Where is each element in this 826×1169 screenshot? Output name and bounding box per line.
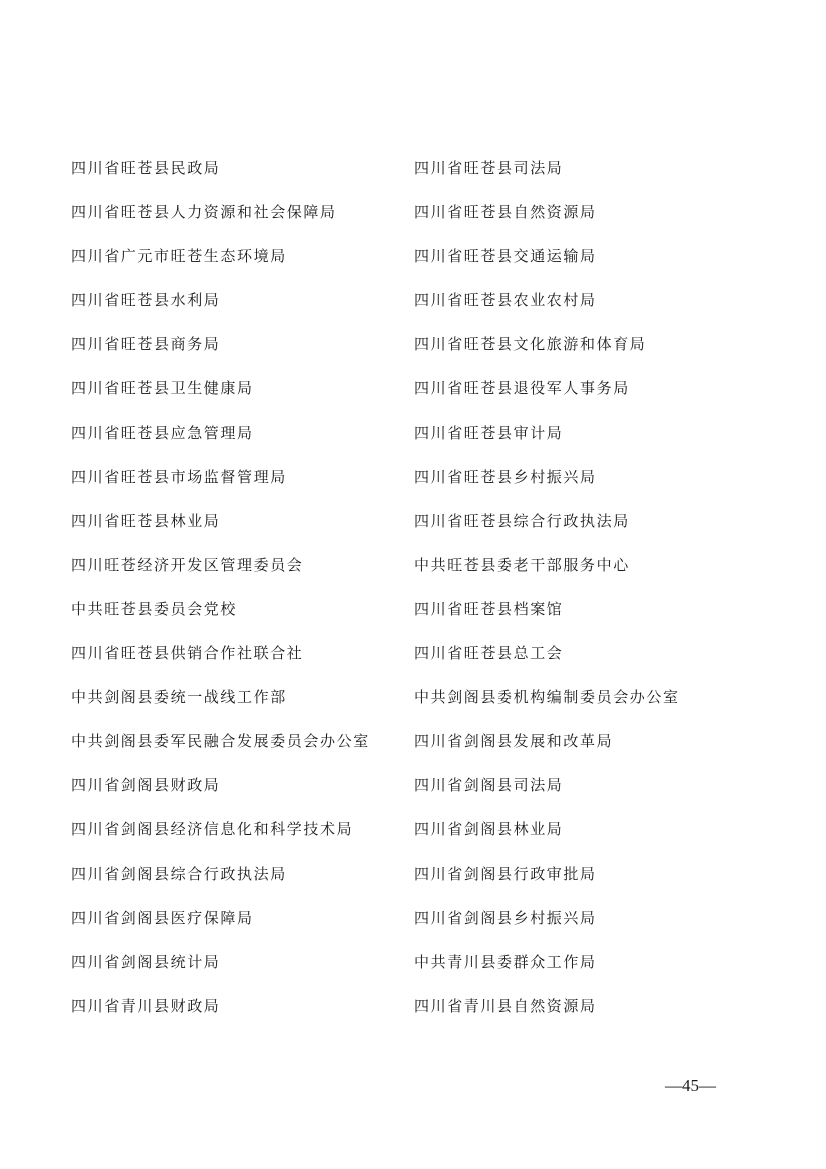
org-name-left: 四川省旺苍县林业局 [71,511,221,530]
list-item [71,199,771,243]
org-name-right: 四川省旺苍县农业农村局 [414,291,597,310]
org-name-left: 四川省旺苍县水利局 [71,291,221,310]
list-item [71,375,771,419]
org-name-right: 四川省旺苍县文化旅游和体育局 [414,335,647,354]
org-name-right: 四川省旺苍县总工会 [414,644,564,663]
organization-list [71,155,771,1037]
org-name-right: 中共青川县委群众工作局 [414,952,597,971]
list-item [71,816,771,860]
org-name-right: 中共剑阁县委机构编制委员会办公室 [414,688,680,707]
org-name-left: 四川省剑阁县医疗保障局 [71,908,254,927]
org-name-right: 四川省剑阁县行政审批局 [414,864,597,883]
org-name-left: 四川省旺苍县供销合作社联合社 [71,644,304,663]
list-item [71,684,771,728]
list-item [71,728,771,772]
list-item [71,772,771,816]
list-item [71,331,771,375]
org-name-left: 四川省旺苍县商务局 [71,335,221,354]
org-name-right: 四川省旺苍县档案馆 [414,599,564,618]
org-name-left: 四川省剑阁县综合行政执法局 [71,864,287,883]
page-number: —45— [665,1076,716,1095]
org-name-left: 四川省剑阁县财政局 [71,776,221,795]
org-name-left: 四川省旺苍县应急管理局 [71,423,254,442]
org-name-left: 中共剑阁县委军民融合发展委员会办公室 [71,732,370,751]
list-item [71,949,771,993]
list-item [71,993,771,1037]
list-item [71,155,771,199]
org-name-right: 四川省剑阁县发展和改革局 [414,732,614,751]
org-name-left: 四川省剑阁县统计局 [71,952,221,971]
org-name-left: 中共剑阁县委统一战线工作部 [71,688,287,707]
org-name-right: 四川省旺苍县综合行政执法局 [414,511,630,530]
org-name-right: 四川省旺苍县乡村振兴局 [414,467,597,486]
org-name-left: 四川省广元市旺苍生态环境局 [71,247,287,266]
list-item [71,287,771,331]
org-name-right: 四川省剑阁县司法局 [414,776,564,795]
org-name-left: 中共旺苍县委员会党校 [71,599,238,618]
org-name-right: 中共旺苍县委老干部服务中心 [414,555,630,574]
list-item [71,861,771,905]
list-item [71,508,771,552]
org-name-right: 四川省旺苍县退役军人事务局 [414,379,630,398]
org-name-right: 四川省旺苍县交通运输局 [414,247,597,266]
org-name-left: 四川省旺苍县民政局 [71,159,221,177]
org-name-left: 四川旺苍经济开发区管理委员会 [71,555,304,574]
org-name-left: 四川省旺苍县卫生健康局 [71,379,254,398]
list-item [71,596,771,640]
list-item [71,640,771,684]
org-name-left: 四川省剑阁县经济信息化和科学技术局 [71,820,354,839]
org-name-right: 四川省旺苍县司法局 [414,159,564,177]
org-name-left: 四川省青川县财政局 [71,996,221,1015]
org-name-right: 四川省剑阁县乡村振兴局 [414,908,597,927]
org-name-right: 四川省青川县自然资源局 [414,996,597,1015]
org-name-left: 四川省旺苍县市场监督管理局 [71,467,287,486]
list-item [71,243,771,287]
list-item [71,420,771,464]
list-item [71,905,771,949]
org-name-right: 四川省剑阁县林业局 [414,820,564,839]
list-item [71,464,771,508]
org-name-right: 四川省旺苍县审计局 [414,423,564,442]
list-item [71,552,771,596]
org-name-right: 四川省旺苍县自然资源局 [414,203,597,222]
org-name-left: 四川省旺苍县人力资源和社会保障局 [71,203,337,222]
